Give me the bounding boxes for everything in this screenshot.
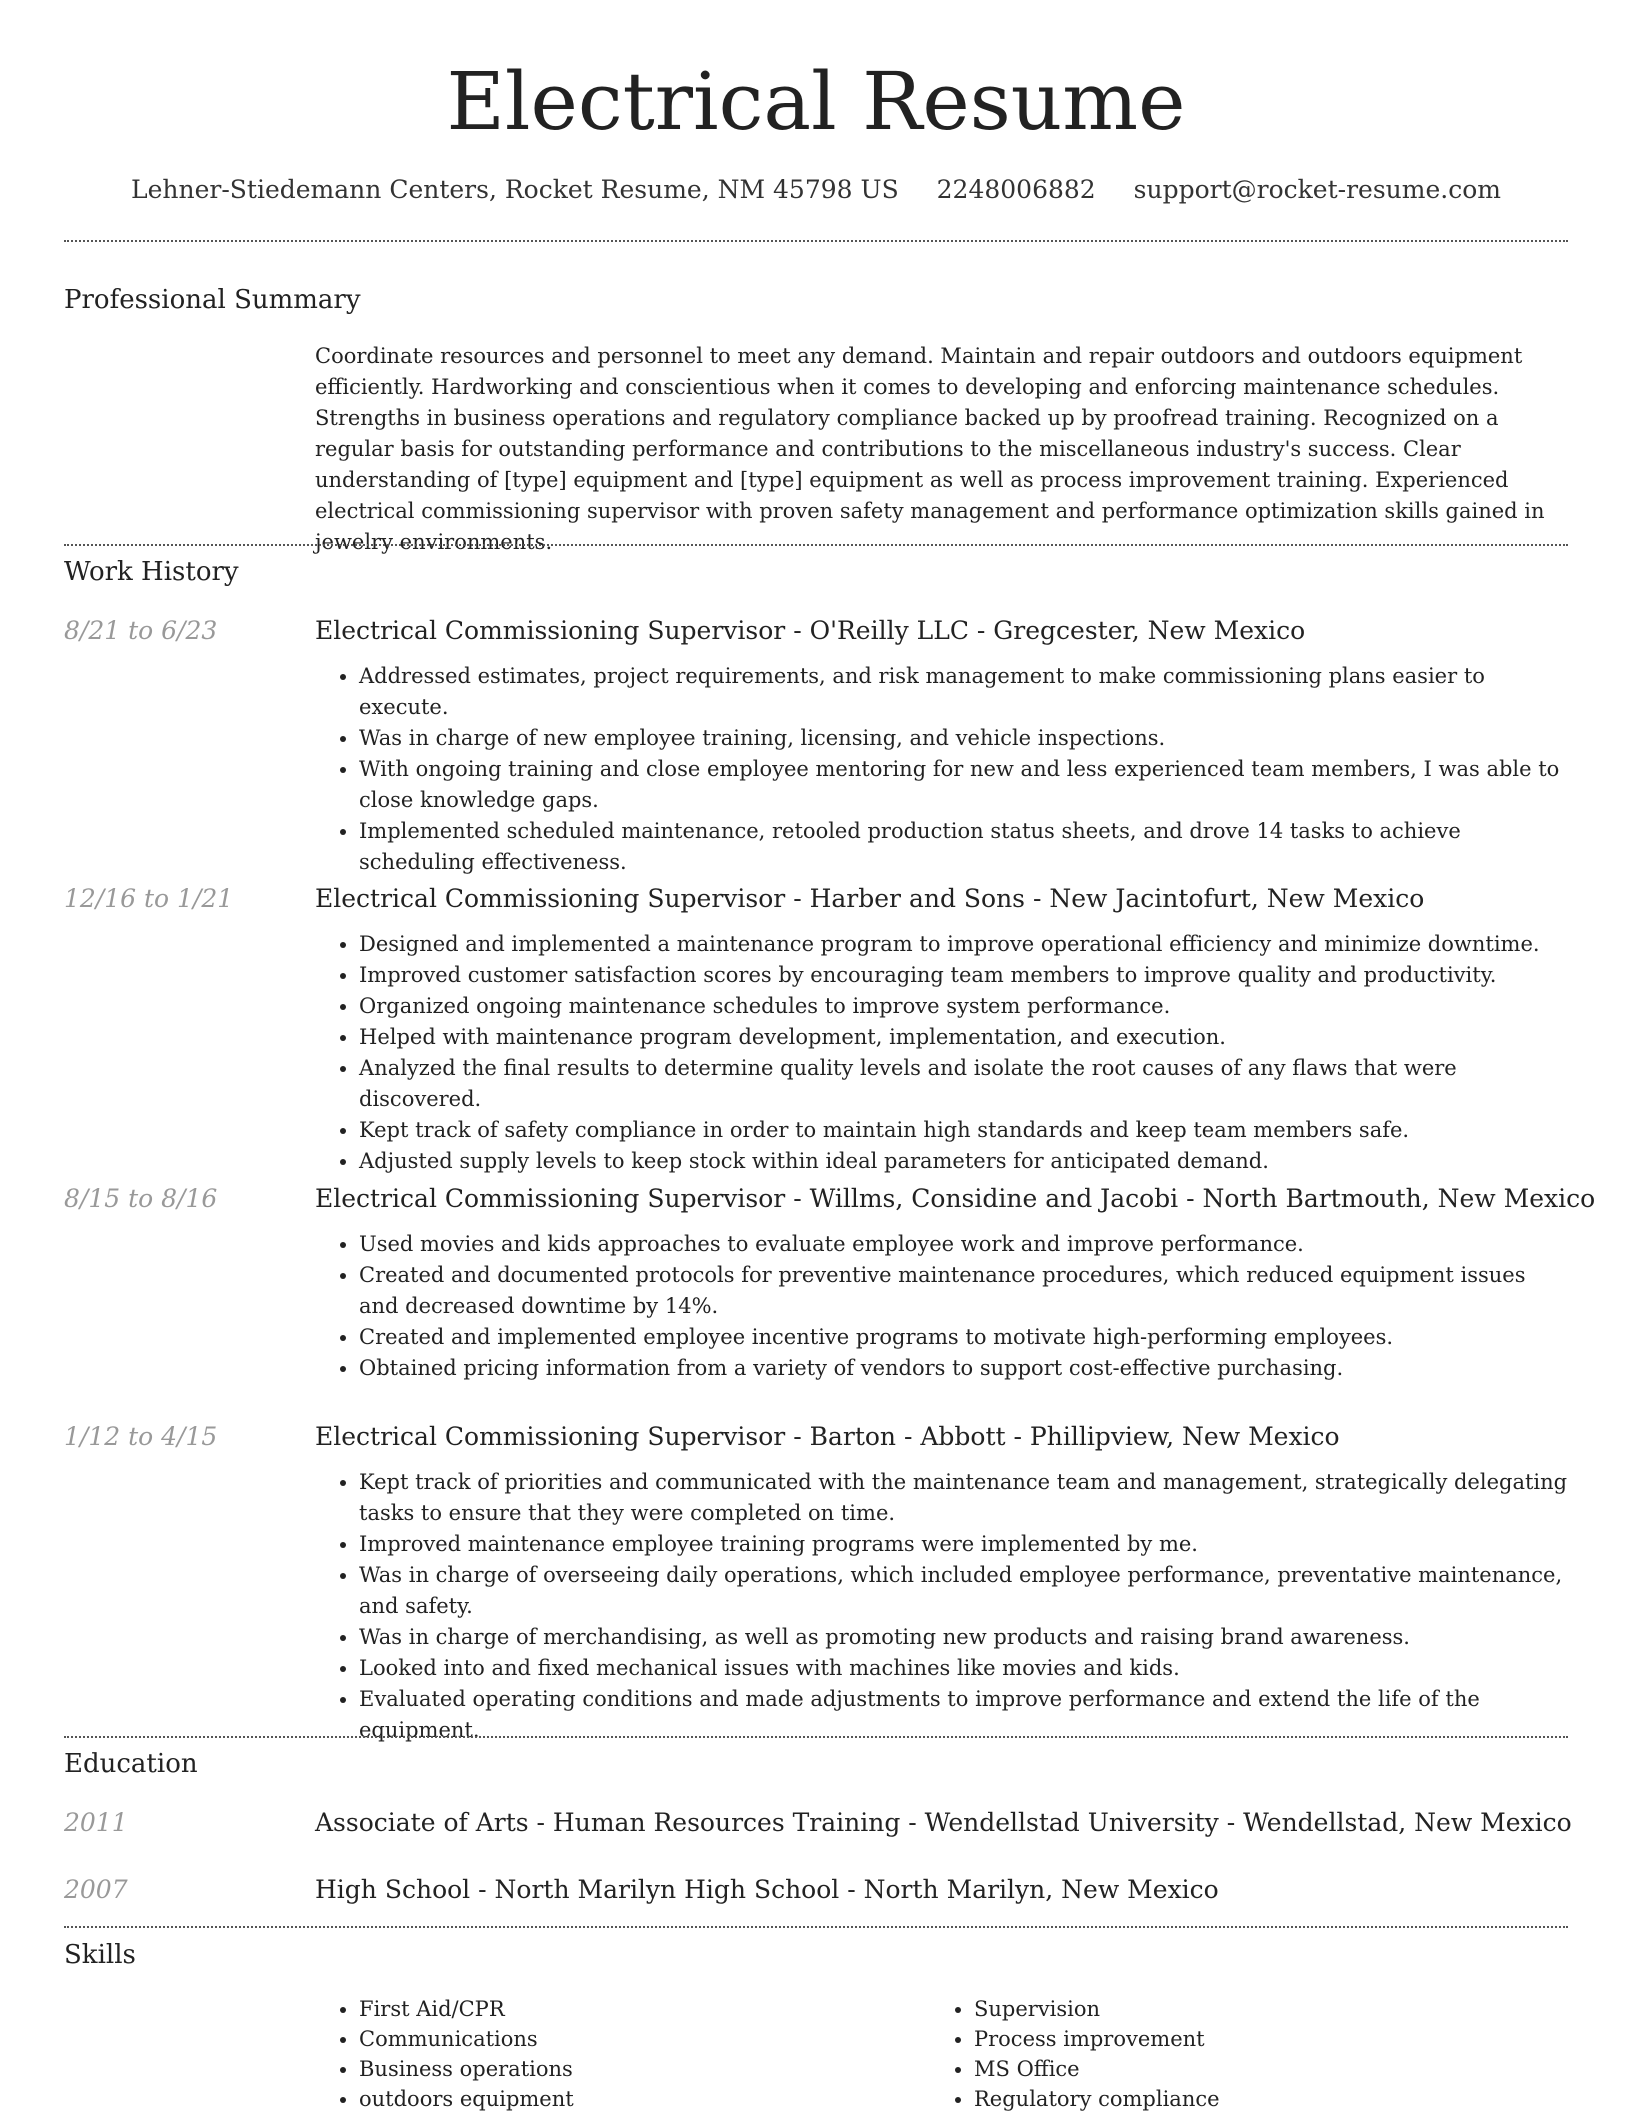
- list-item: • Analyzed the final results to determine quality levels and isolate the root causes of any flaws that were discovered.: [359, 1053, 1568, 1115]
- list-item: • Obtained pricing information from a variety of vendors to support cost-effective purchasing.: [359, 1353, 1568, 1384]
- summary-heading: Professional Summary: [64, 285, 361, 315]
- job-bullets: [315, 1229, 1568, 1384]
- skills-heading: Skills: [64, 1940, 136, 1970]
- list-item: • Organized ongoing maintenance schedules to improve system performance.: [359, 991, 1568, 1022]
- divider: [64, 1736, 1568, 1738]
- job-dates: 12/16 to 1/21: [64, 884, 234, 913]
- job-title: Electrical Commissioning Supervisor - Barton - Abbott - Phillipview, New Mexico: [315, 1422, 1340, 1451]
- job-bullets: [315, 661, 1568, 878]
- skill-item: • First Aid/CPR: [359, 1994, 574, 2024]
- job-bullets: [315, 929, 1568, 1177]
- job-dates: 8/21 to 6/23: [64, 616, 218, 645]
- skill-item: • Communications: [359, 2024, 574, 2054]
- list-item: • Implemented scheduled maintenance, retooled production status sheets, and drove 14 tasks to achieve scheduling effectiveness.: [359, 816, 1568, 878]
- contact-email: support@rocket-resume.com: [1133, 175, 1501, 204]
- education-title: High School - North Marilyn High School - North Marilyn, New Mexico: [315, 1875, 1219, 1904]
- skill-item: • outdoors equipment: [359, 2084, 574, 2114]
- skill-item: • Process improvement: [974, 2024, 1220, 2054]
- divider: [64, 240, 1568, 242]
- list-item: • Looked into and fixed mechanical issues with machines like movies and kids.: [359, 1653, 1568, 1684]
- divider: [64, 544, 1568, 546]
- list-item: • Helped with maintenance program development, implementation, and execution.: [359, 1022, 1568, 1053]
- job-dates: 1/12 to 4/15: [64, 1422, 218, 1451]
- list-item: • Improved maintenance employee training programs were implemented by me.: [359, 1529, 1568, 1560]
- list-item: • Evaluated operating conditions and made adjustments to improve performance and extend the life of the equipment.: [359, 1684, 1568, 1746]
- list-item: • Used movies and kids approaches to evaluate employee work and improve performance.: [359, 1229, 1568, 1260]
- list-item: • With ongoing training and close employee mentoring for new and less experienced team members, I was able to close knowledge gaps.: [359, 754, 1568, 816]
- education-title: Associate of Arts - Human Resources Training - Wendellstad University - Wendellstad, New Mexico: [315, 1808, 1572, 1837]
- job-title: Electrical Commissioning Supervisor - O'Reilly LLC - Gregcester, New Mexico: [315, 616, 1306, 645]
- contact-address: Lehner-Stiedemann Centers, Rocket Resume, NM 45798 US: [131, 175, 899, 204]
- job-dates: 8/15 to 8/16: [64, 1184, 218, 1213]
- education-year: 2007: [64, 1875, 128, 1904]
- list-item: • Was in charge of overseeing daily operations, which included employee performance, preventative maintenance, and safety.: [359, 1560, 1568, 1622]
- list-item: • Improved customer satisfaction scores by encouraging team members to improve quality and productivity.: [359, 960, 1568, 991]
- skill-item: • Supervision: [974, 1994, 1220, 2024]
- summary-text: Coordinate resources and personnel to meet any demand. Maintain and repair outdoors and outdoors equipment efficiently. Hardworking and conscientious when it comes to developing and enforcing maintenance schedules. Strengths in business operations and regulatory compliance backed up by proofread training. Recognized on a regular basis for outstanding performance and contributions to the miscellaneous industry's success. Clear understanding of [type] equipment and [type] equipment as well as process improvement training. Experienced electrical commissioning supervisor with proven safety management and performance optimization skills gained in jewelry environments.: [315, 344, 1545, 554]
- work-history-heading: Work History: [64, 557, 239, 587]
- job-title: Electrical Commissioning Supervisor - Harber and Sons - New Jacintofurt, New Mexico: [315, 884, 1425, 913]
- resume-title: Electrical Resume: [446, 55, 1186, 148]
- education-heading: Education: [64, 1749, 198, 1779]
- education-year: 2011: [64, 1808, 128, 1837]
- list-item: • Kept track of priorities and communicated with the maintenance team and management, strategically delegating tasks to ensure that they were completed on time.: [359, 1467, 1568, 1529]
- list-item: • Adjusted supply levels to keep stock within ideal parameters for anticipated demand.: [359, 1146, 1568, 1177]
- list-item: • Kept track of safety compliance in order to maintain high standards and keep team members safe.: [359, 1115, 1568, 1146]
- job-title: Electrical Commissioning Supervisor - Willms, Considine and Jacobi - North Bartmouth, New Mexico: [315, 1184, 1596, 1213]
- job-bullets: [315, 1467, 1568, 1746]
- divider: [64, 1926, 1568, 1928]
- list-item: • Addressed estimates, project requirements, and risk management to make commissioning plans easier to execute.: [359, 661, 1568, 723]
- list-item: • Created and documented protocols for preventive maintenance procedures, which reduced equipment issues and decreased downtime by 14%.: [359, 1260, 1568, 1322]
- skill-item: • Business operations: [359, 2054, 574, 2084]
- list-item: • Designed and implemented a maintenance program to improve operational efficiency and minimize downtime.: [359, 929, 1568, 960]
- skill-item: • MS Office: [974, 2054, 1220, 2084]
- list-item: • Was in charge of new employee training, licensing, and vehicle inspections.: [359, 723, 1568, 754]
- skills-list-left: [315, 1994, 574, 2114]
- list-item: • Created and implemented employee incentive programs to motivate high-performing employees.: [359, 1322, 1568, 1353]
- contact-phone: 2248006882: [936, 175, 1096, 204]
- list-item: • Was in charge of merchandising, as well as promoting new products and raising brand awareness.: [359, 1622, 1568, 1653]
- skill-item: • Regulatory compliance: [974, 2084, 1220, 2114]
- contact-line: [0, 170, 1632, 210]
- skills-list-right: [930, 1994, 1220, 2114]
